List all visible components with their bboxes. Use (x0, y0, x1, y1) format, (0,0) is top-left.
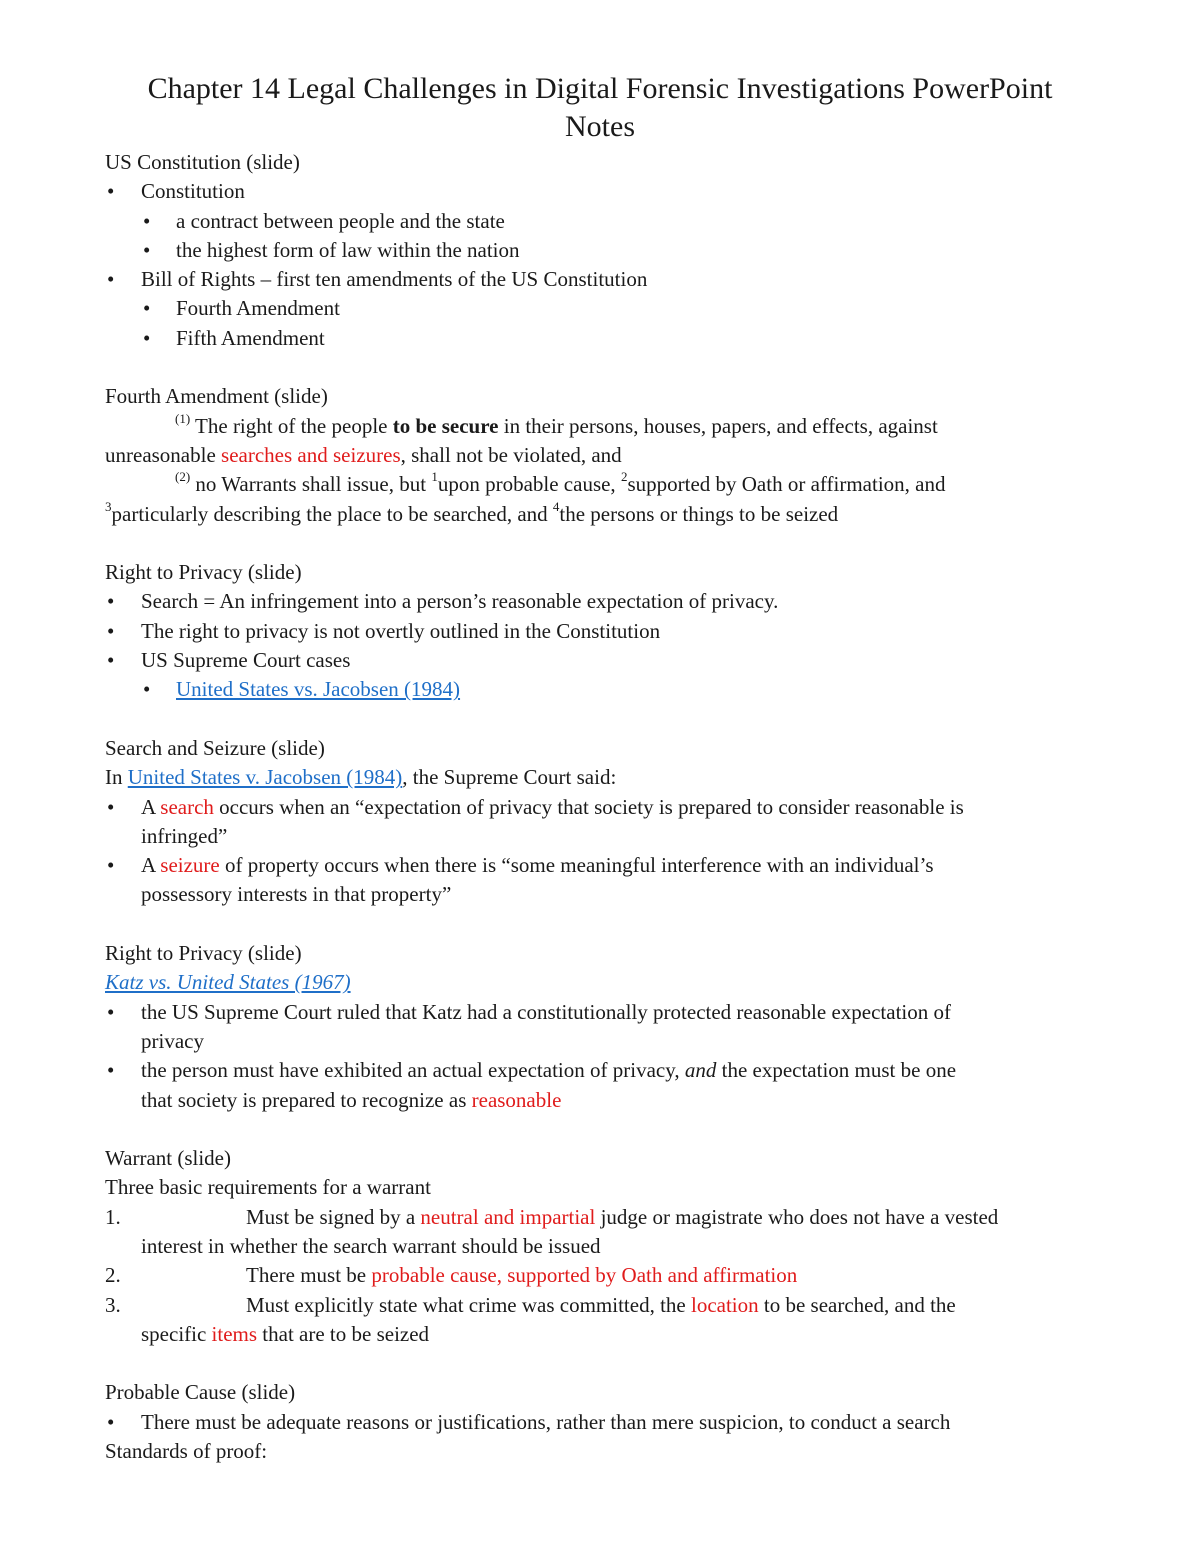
section-heading-fourth-amendment: Fourth Amendment (slide) (105, 384, 328, 409)
amendment-text-line: $^{(1)}$ The right of the people to be secure in their persons, houses, papers, and effects, against (175, 410, 938, 438)
list-item: • Fourth Amendment (105, 294, 1105, 323)
paragraph-line (105, 968, 1105, 997)
bullet-icon: • (143, 677, 151, 702)
amendment-text-line: unreasonable searches and seizures, shall not be violated, and (105, 442, 622, 467)
bullet-icon: • (107, 589, 115, 614)
bullet-icon: • (143, 237, 151, 262)
numbered-item: 1. Must be signed by a neutral and impartial judge or magistrate who does not have a vested (105, 1203, 1105, 1232)
section-heading-probable-cause: Probable Cause (slide) (105, 1380, 296, 1405)
list-item: • a contract between people and the state (105, 207, 1105, 236)
highlighted-term: neutral and impartial (420, 1204, 596, 1229)
list-item-continuation: privacy (141, 1028, 204, 1053)
bullet-icon: • (107, 999, 115, 1024)
amendment-text-line: $^3$particularly describing the place to be searched, and $^4$the persons or things to be seized (105, 498, 839, 526)
numbered-item: 2. There must be probable cause, supported by Oath and affirmation (105, 1261, 1105, 1290)
item-number: 2. (105, 1263, 121, 1288)
bullet-icon: • (143, 208, 151, 233)
amendment-text-line: $^{(2)}$ no Warrants shall issue, but $^1$upon probable cause, $^2$supported by Oath or affirmation, and (175, 469, 946, 497)
item-number: 1. (105, 1204, 121, 1229)
highlighted-term: probable cause, supported by Oath and affirmation (371, 1263, 798, 1288)
section-heading-right-to-privacy: Right to Privacy (slide) (105, 560, 302, 585)
paragraph-line: In United States v. Jacobsen (1984), the Supreme Court said: (105, 765, 617, 790)
list-item-continuation: that society is prepared to recognize as reasonable (141, 1087, 562, 1112)
list-item: • Fifth Amendment (105, 324, 1105, 353)
spacer (105, 353, 1105, 382)
item-number: 3. (105, 1292, 121, 1317)
spacer (105, 910, 1105, 939)
highlighted-term: seizure (160, 853, 220, 878)
list-item (105, 675, 1105, 704)
list-item: • There must be adequate reasons or justifications, rather than mere suspicion, to conduct a search (105, 1408, 1105, 1437)
list-item-continuation: possessory interests in that property” (141, 882, 452, 907)
list-item: • the US Supreme Court ruled that Katz had a constitutionally protected reasonable expectation of (105, 998, 1105, 1027)
spacer (105, 705, 1105, 734)
title-line-2: Notes (565, 110, 635, 143)
bullet-icon: • (107, 179, 115, 204)
bullet-icon: • (143, 296, 151, 321)
highlighted-term: location (690, 1292, 759, 1317)
bullet-icon: • (107, 618, 115, 643)
numbered-item-continuation: interest in whether the search warrant should be issued (141, 1233, 601, 1258)
list-item: • A seizure of property occurs when there is “some meaningful interference with an individual’s (105, 851, 1105, 880)
list-item: • the person must have exhibited an actual expectation of privacy, and the expectation must be one (105, 1056, 1105, 1085)
paragraph-line: Three basic requirements for a warrant (105, 1175, 431, 1200)
list-item: • US Supreme Court cases (105, 646, 1105, 675)
bullet-icon: • (107, 853, 115, 878)
spacer (105, 529, 1105, 558)
list-item-continuation: infringed” (141, 823, 228, 848)
case-link-katz[interactable]: Katz vs. United States (1967) (105, 970, 351, 995)
bullet-icon: • (107, 794, 115, 819)
section-heading-right-to-privacy-2: Right to Privacy (slide) (105, 941, 302, 966)
document-title (60, 70, 1140, 146)
highlighted-term: search (160, 794, 214, 819)
paragraph-line: Standards of proof: (105, 1439, 268, 1464)
section-heading-us-constitution: US Constitution (slide) (105, 150, 300, 174)
bullet-icon: • (107, 267, 115, 292)
list-item: • Search = An infringement into a person’s reasonable expectation of privacy. (105, 587, 1105, 616)
highlighted-term: reasonable (471, 1087, 562, 1112)
bullet-icon: • (107, 648, 115, 673)
bullet-icon: • (143, 325, 151, 350)
case-link-jacobsen[interactable]: United States vs. Jacobsen (1984) (176, 677, 461, 702)
document-body (105, 148, 1105, 1466)
highlighted-term: items (211, 1321, 258, 1346)
highlighted-term: searches and seizures (221, 442, 401, 467)
section-heading-search-and-seizure: Search and Seizure (slide) (105, 735, 325, 760)
bullet-icon: • (107, 1058, 115, 1083)
spacer (105, 1349, 1105, 1378)
list-item: • Constitution (105, 177, 1105, 206)
list-item: • A search occurs when an “expectation of privacy that society is prepared to consider reasonable is (105, 793, 1105, 822)
bullet-icon: • (107, 1409, 115, 1434)
list-item: • Bill of Rights – first ten amendments of the US Constitution (105, 265, 1105, 294)
numbered-item-continuation: specific items that are to be seized (141, 1321, 430, 1346)
numbered-item: 3. Must explicitly state what crime was committed, the location to be searched, and the (105, 1291, 1105, 1320)
case-link-jacobsen-v[interactable]: United States v. Jacobsen (1984) (127, 765, 403, 790)
list-item: • the highest form of law within the nation (105, 236, 1105, 265)
list-item: • The right to privacy is not overtly outlined in the Constitution (105, 617, 1105, 646)
title-line-1: Chapter 14 Legal Challenges in Digital Forensic Investigations PowerPoint (147, 72, 1053, 105)
section-heading-warrant: Warrant (slide) (105, 1146, 231, 1171)
spacer (105, 1115, 1105, 1144)
